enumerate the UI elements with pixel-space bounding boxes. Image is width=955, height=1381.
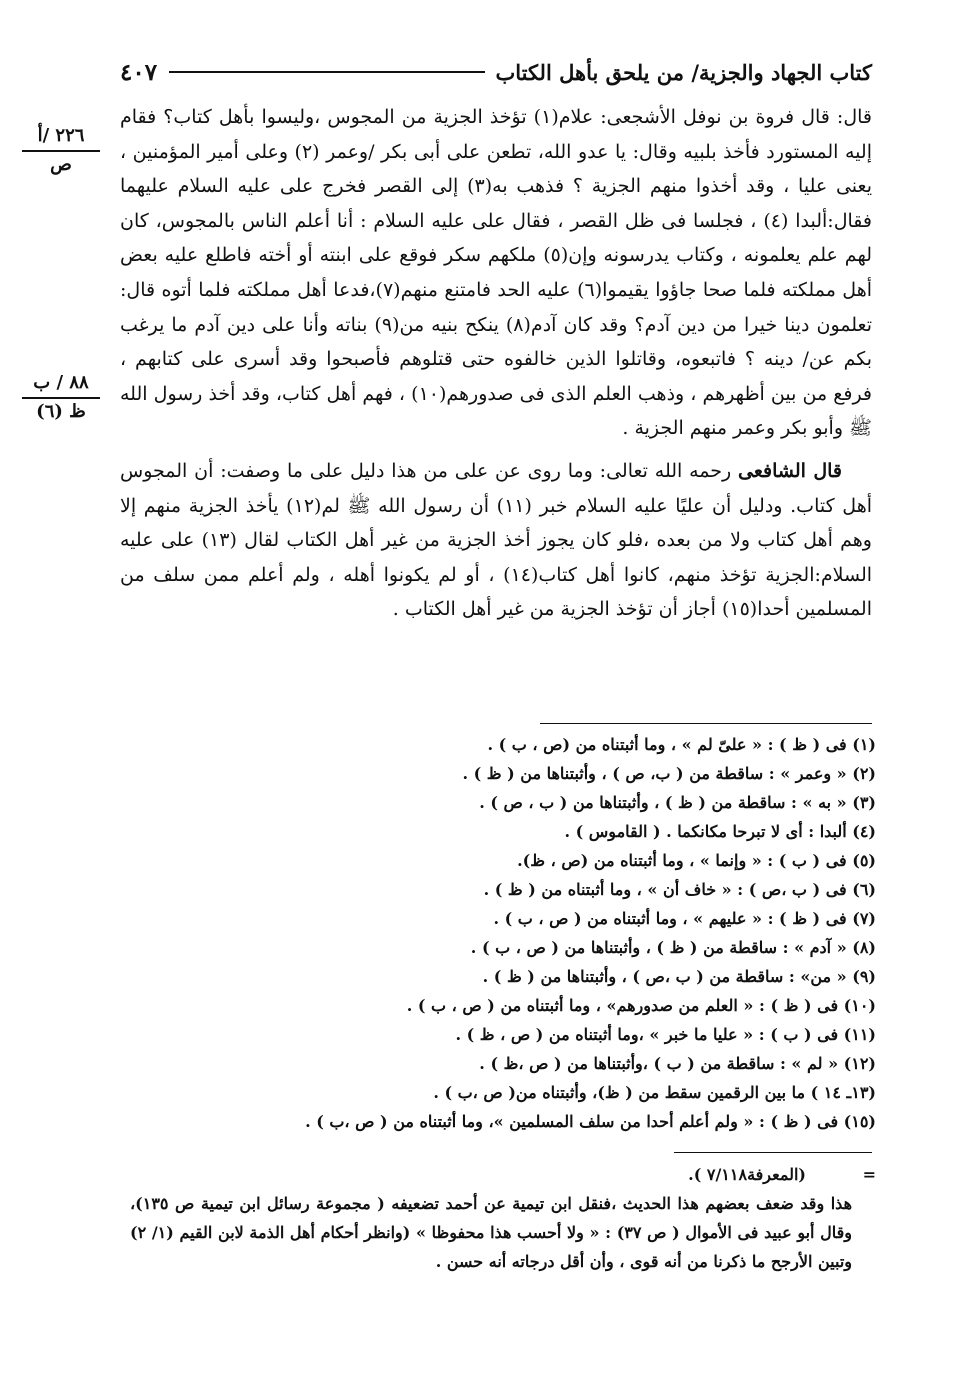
footnote: (١٥) فى ( ظ ) : « ولم أعلم أحدا من سلف المسلمين »، وما أثبتناه من ( ص ،ب ) .	[305, 1112, 876, 1131]
margin-ref-folio: ۲۲٦ /أ	[22, 125, 100, 152]
margin-manuscript-ref-1	[22, 125, 100, 176]
margin-ref-siglum: ص	[50, 153, 72, 175]
footnote-separator	[540, 723, 872, 724]
paragraph-text: رحمه الله تعالى: وما روى عن على من هذا دليل على ما وصفت: أن المجوس أهل كتاب. ودليل أن عليًا عليه السلام خبر (١١) أن رسول الله ﷺ لم(١٢) يأخذ الجزية منهم إلا وهم أهل كتاب ولا من بعده ،فلو كان يجوز أخذ الجزية من غير أهل الكتاب لقال (١٣) على عليه السلام:الجزية تؤخذ منهم، كانوا أهل كتاب(١٤) ، أو لم يكونوا أهله ، ولم أعلم ممن سلف من المسلمين أحدا(١٥) أجاز أن تؤخذ الجزية من غير أهل الكتاب .	[120, 459, 873, 621]
header-rule	[169, 71, 485, 73]
continued-note-text: هذا وقد ضعف بعضهم هذا الحديث ،فنقل ابن تيمية عن أحمد تضعيفه ( مجموعة رسائل ابن تيمية ص ١٣٥)، وقال أبو عبيد فى الأموال ( ص ٣٧) : « ولا أحسب هذا محفوظا » (وانظر أحكام أهل الذمة لابن القيم (١/ ٢) وتبين الأرجح ما ذكرنا من أنه قوى ، وأن أقل درجاته أنه حسن .	[130, 1194, 853, 1271]
footnotes	[120, 730, 876, 1136]
continued-note	[120, 1160, 876, 1276]
page-number: ٤٠٧	[120, 58, 158, 86]
continued-note-ref-line	[120, 1160, 876, 1189]
continuation-separator	[674, 1152, 872, 1153]
footnote: (١٣ـ ١٤ ) ما بين الرقمين سقط من ( ظ)، وأثبتناه من( ص ،ب ) .	[433, 1083, 876, 1102]
chapter-title: كتاب الجهاد والجزية/ من يلحق بأهل الكتاب	[495, 59, 872, 85]
margin-ref-folio: ۸۸ / ب	[22, 372, 100, 399]
paragraph-shafii	[120, 454, 872, 627]
footnote: (٥) فى ( ب ) : « وإنما » ، وما أثبتناه من (ص ، ظ).	[517, 851, 876, 870]
paragraph-narration: قال: قال فروة بن نوفل الأشجعى: علام(١) تؤخذ الجزية من المجوس ،وليسوا بأهل كتاب؟ فقام إليه المستورد فأخذ بلبيه وقال: يا عدو الله، تطعن على أبى بكر /وعمر (٢) وعلى أمير المؤمنين ، يعنى عليا ، وقد أخذوا منهم الجزية ؟ فذهب به(٣) إلى القصر فخرج على عليه السلام عليهما فقال:ألبدا (٤) ، فجلسا فى ظل القصر ، فقال على عليه السلام : أنا أعلم الناس بالمجوس، كان لهم علم يعلمونه ، وكتاب يدرسونه وإن(٥) ملكهم سكر فوقع على ابنته أو أخته فاطلع عليه بعض أهل مملكته فلما صحا جاؤوا يقيموا(٦) عليه الحد فامتنع منهم(٧)،فدعا أهل مملكته فلما أتوه قال: تعلمون دينا خيرا من دين آدم؟ وقد كان آدم(٨) ينكح بنيه من(٩) بناته وأنا على دين آدم ما يرغب بكم عن/ دينه ؟ فاتبعوه، وقاتلوا الذين خالفوه حتى قتلوهم فأصبحوا وقد أسرى على كتابهم ، فرفع من بين أظهرهم ، وذهب العلم الذى فى صدورهم(١٠) ، فهم أهل كتاب، وقد أخذ رسول الله ﷺ وأبو بكر وعمر منهم الجزية .	[120, 106, 873, 440]
footnote: (١١) فى ( ب ) : « عليا ما خبر » ،وما أثبتناه من ( ص ، ظ ) .	[455, 1025, 876, 1044]
source-reference: (المعرفة٧/١١٨ ).	[688, 1165, 806, 1184]
margin-manuscript-ref-2	[22, 372, 100, 423]
footnote: (٩) « من» : ساقطة من ( ب ،ص ) ، وأثبتناها من ( ظ ) .	[482, 967, 876, 986]
footnote: (٦) فى ( ب ،ص ) : « خاف أن » ، وما أثبتناه من ( ظ ) .	[483, 880, 876, 899]
footnote: (٣) « به » : ساقطة من ( ظ ) ، وأثبتناها من ( ب ، ص ) .	[479, 793, 876, 812]
main-text	[120, 100, 872, 627]
margin-ref-siglum: ظ (٦)	[36, 400, 86, 422]
footnote: (١) فى ( ظ ) : « علىّ لم » ، وما أثبتناه من (ص ، ب ) .	[487, 735, 876, 754]
footnote: (٢) « وعمر » : ساقطة من ( ب، ص ) ، وأثبتناها من ( ظ ) .	[462, 764, 876, 783]
footnote: (١٢) « لم » : ساقطة من ( ب ) ،وأثبتناها من ( ص ،ظ ) .	[479, 1054, 876, 1073]
footnote: (١٠) فى ( ظ ) : « العلم من صدورهم» ، وما أثبتناه من ( ص ، ب ) .	[406, 996, 876, 1015]
footnote: (٨) « آدم » : ساقطة من ( ظ ) ، وأثبتناها من ( ص ، ب ) .	[470, 938, 876, 957]
page-header	[120, 52, 872, 92]
footnote: (٧) فى ( ظ ) : « عليهم » ، وما أثبتناه من ( ص ، ب ) .	[493, 909, 876, 928]
footnote: (٤) ألبدا : أى لا تبرحا مكانكما . ( القاموس ) .	[564, 822, 876, 841]
speaker-lead: قال الشافعى	[738, 459, 842, 482]
continuation-marker: =	[862, 1165, 876, 1184]
